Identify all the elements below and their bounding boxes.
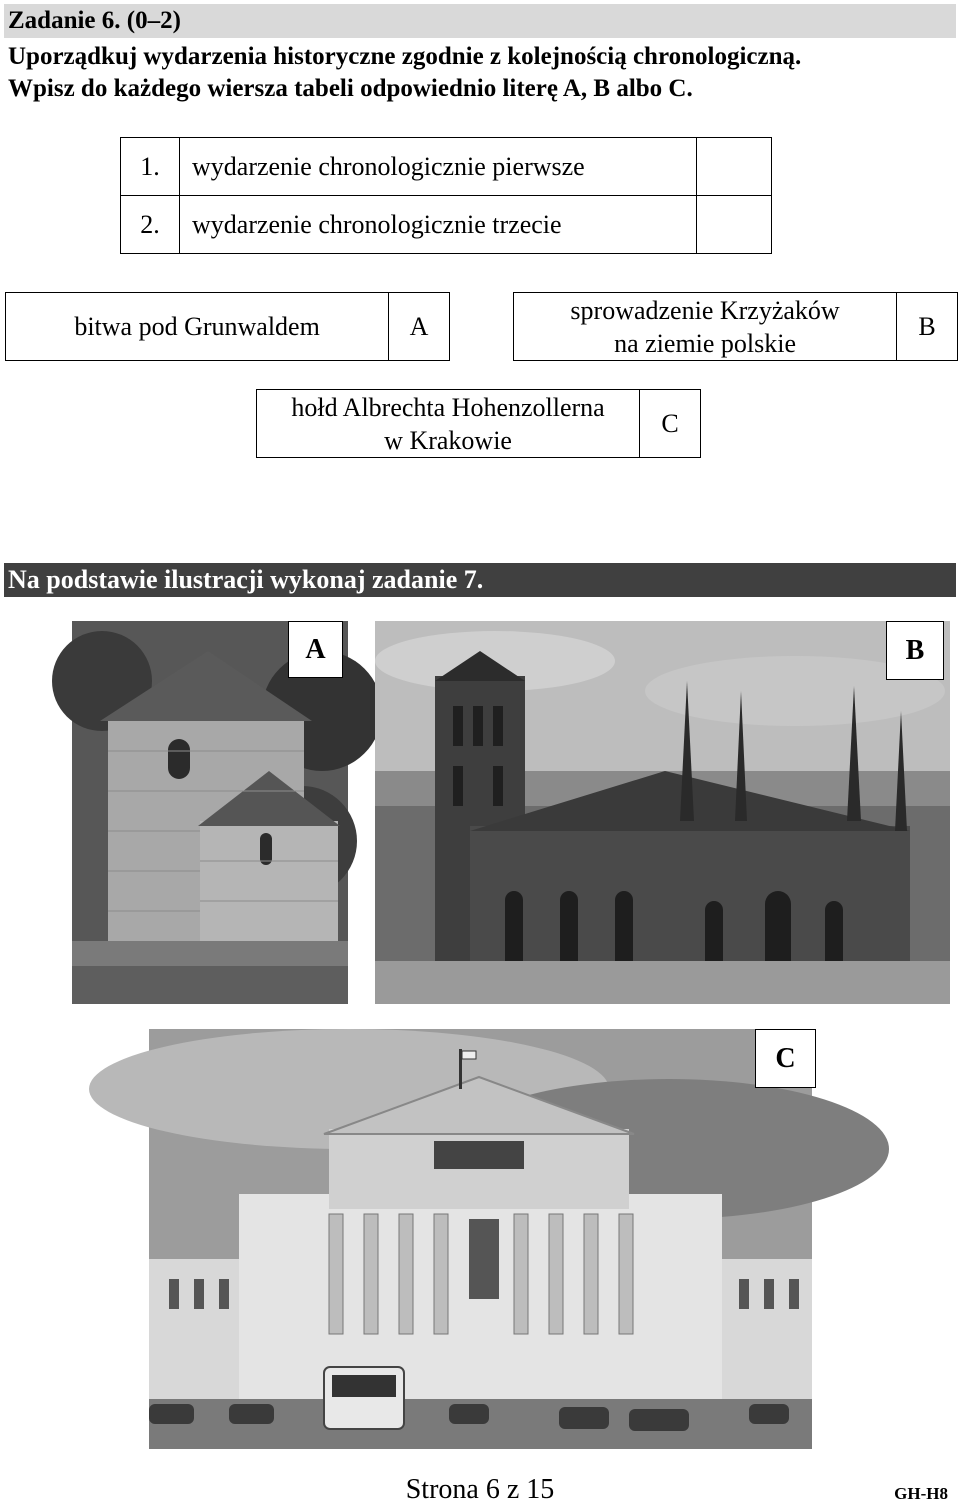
answer-cell-1[interactable] bbox=[697, 138, 772, 196]
photo-label-c: C bbox=[755, 1029, 816, 1088]
cathedral-illustration bbox=[375, 621, 950, 1004]
answer-cell-2[interactable] bbox=[697, 196, 772, 254]
photo-label-a: A bbox=[288, 621, 343, 678]
task-title: Zadanie 6. (0–2) bbox=[4, 4, 956, 38]
event-letter-c: C bbox=[639, 390, 700, 457]
event-box-a bbox=[5, 292, 450, 361]
event-text: sprowadzenie Krzyżaków bbox=[570, 295, 840, 325]
event-text: na ziemie polskie bbox=[614, 328, 797, 358]
row-description: wydarzenie chronologicznie pierwsze bbox=[180, 138, 697, 196]
answer-row bbox=[121, 138, 772, 196]
section-title: Na podstawie ilustracji wykonaj zadanie 7. bbox=[4, 563, 956, 597]
event-letter-a: A bbox=[388, 293, 449, 360]
exam-code: GH-H8 bbox=[894, 1484, 948, 1503]
instruction-line-2: Wpisz do każdego wiersza tabeli odpowiednio literę A, B albo C. bbox=[8, 75, 693, 102]
event-text: w Krakowie bbox=[384, 425, 512, 455]
row-number: 1. bbox=[121, 138, 180, 196]
theatre-illustration bbox=[149, 1029, 812, 1449]
instruction-line-1: Uporządkuj wydarzenia historyczne zgodnie z kolejnością chronologiczną. bbox=[8, 43, 802, 70]
row-number: 2. bbox=[121, 196, 180, 254]
event-label-c bbox=[257, 390, 639, 457]
photo-theatre bbox=[149, 1029, 812, 1449]
rotunda-illustration bbox=[72, 621, 348, 1004]
page-number: Strona 6 z 15 bbox=[405, 1474, 555, 1505]
photo-label-b: B bbox=[886, 621, 944, 680]
photo-rotunda bbox=[72, 621, 348, 1004]
event-text: hołd Albrechta Hohenzollerna bbox=[291, 392, 605, 422]
event-box-b bbox=[513, 292, 958, 361]
event-label-b bbox=[514, 293, 896, 360]
event-box-c bbox=[256, 389, 701, 458]
photo-cathedral bbox=[305, 621, 950, 1004]
answer-row bbox=[121, 196, 772, 254]
event-label-a bbox=[6, 293, 388, 360]
answer-table bbox=[120, 137, 772, 254]
event-text: bitwa pod Grunwaldem bbox=[74, 312, 320, 341]
event-letter-b: B bbox=[896, 293, 957, 360]
row-description: wydarzenie chronologicznie trzecie bbox=[180, 196, 697, 254]
